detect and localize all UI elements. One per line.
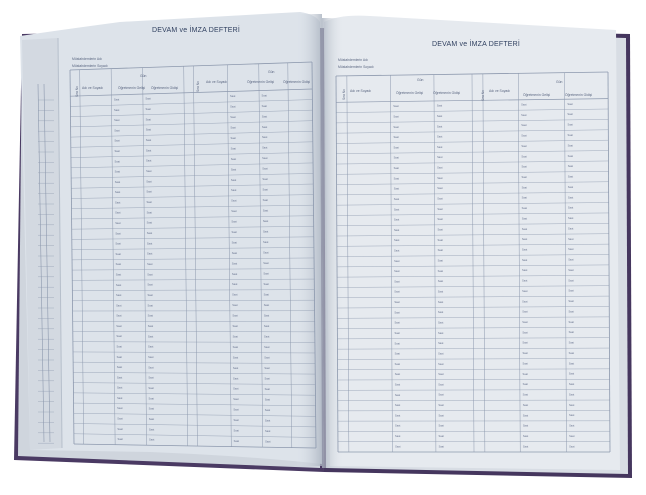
saat-cell-text: Saat <box>523 444 529 448</box>
saat-cell-text: Saat <box>233 408 239 412</box>
saat-cell-text: Saat <box>114 149 120 153</box>
saat-cell-text: Saat <box>148 345 154 349</box>
saat-cell-text: Saat <box>231 209 237 213</box>
saat-cell-text: Saat <box>233 334 239 338</box>
saat-cell-text: Saat <box>523 372 529 376</box>
saat-cell-text: Saat <box>522 237 528 241</box>
saat-cell-text: Saat <box>262 135 268 139</box>
saat-cell-text: Saat <box>394 238 400 242</box>
saat-cell-text: Saat <box>438 289 444 293</box>
saat-cell-text: Saat <box>521 123 527 127</box>
saat-cell-text: Saat <box>263 209 269 213</box>
saat-cell-text: Saat <box>145 97 151 101</box>
saat-cell-text: Saat <box>263 230 269 234</box>
saat-cell-text: Saat <box>394 259 400 263</box>
saat-cell-text: Saat <box>146 128 152 132</box>
saat-cell-text: Saat <box>233 387 239 391</box>
left-col-day-2: Gün <box>268 70 274 74</box>
saat-cell-text: Saat <box>394 187 400 191</box>
saat-cell-text: Saat <box>117 375 123 379</box>
saat-cell-text: Saat <box>437 228 443 232</box>
saat-cell-text: Saat <box>231 188 237 192</box>
saat-cell-text: Saat <box>116 324 122 328</box>
saat-cell-text: Saat <box>231 167 237 171</box>
saat-cell-text: Saat <box>568 258 574 262</box>
saat-cell-text: Saat <box>567 102 573 106</box>
saat-cell-text: Saat <box>116 283 122 287</box>
saat-cell-text: Saat <box>116 303 122 307</box>
saat-cell-text: Saat <box>232 261 238 265</box>
saat-cell-text: Saat <box>394 176 400 180</box>
saat-cell-text: Saat <box>232 240 238 244</box>
saat-cell-text: Saat <box>523 413 529 417</box>
saat-cell-text: Saat <box>263 282 269 286</box>
saat-cell-text: Saat <box>147 262 153 266</box>
saat-cell-text: Saat <box>568 226 574 230</box>
saat-cell-text: Saat <box>438 403 444 407</box>
saat-cell-text: Saat <box>146 190 152 194</box>
saat-cell-text: Saat <box>438 362 444 366</box>
saat-cell-text: Saat <box>117 417 123 421</box>
left-col-name: Adı ve Soyadı <box>82 86 103 90</box>
saat-cell-text: Saat <box>523 382 529 386</box>
right-col-arrival-1: Öğretmenin Gelişi <box>396 91 423 95</box>
saat-cell-text: Saat <box>522 248 528 252</box>
saat-cell-text: Saat <box>115 170 121 174</box>
saat-cell-text: Saat <box>395 434 401 438</box>
saat-cell-text: Saat <box>231 178 237 182</box>
saat-cell-text: Saat <box>438 393 444 397</box>
saat-cell-text: Saat <box>114 108 120 112</box>
saat-cell-text: Saat <box>230 126 236 130</box>
saat-cell-text: Saat <box>116 252 122 256</box>
saat-cell-text: Saat <box>233 397 239 401</box>
saat-cell-text: Saat <box>395 341 401 345</box>
saat-cell-text: Saat <box>439 434 445 438</box>
saat-cell-text: Saat <box>231 230 237 234</box>
left-col-arrival-2: Öğretmenin Gelişi <box>247 80 274 84</box>
saat-cell-text: Saat <box>394 279 400 283</box>
saat-cell-text: Saat <box>568 206 574 210</box>
saat-cell-text: Saat <box>118 437 124 441</box>
right-header-label-1: Müstahdemlerin Adı <box>338 58 368 62</box>
saat-cell-text: Saat <box>115 200 121 204</box>
right-col-arrival-2: Öğretmenin Gelişi <box>523 93 550 97</box>
saat-cell-text: Saat <box>146 148 152 152</box>
saat-cell-text: Saat <box>567 112 573 116</box>
saat-cell-text: Saat <box>393 115 399 119</box>
saat-cell-text: Saat <box>568 185 574 189</box>
saat-cell-text: Saat <box>393 135 399 139</box>
saat-cell-text: Saat <box>264 377 270 381</box>
saat-cell-text: Saat <box>522 351 528 355</box>
saat-cell-text: Saat <box>232 303 238 307</box>
saat-cell-text: Saat <box>230 115 236 119</box>
saat-cell-text: Saat <box>149 438 155 442</box>
saat-cell-text: Saat <box>264 366 270 370</box>
saat-cell-text: Saat <box>569 382 575 386</box>
saat-cell-text: Saat <box>233 376 239 380</box>
saat-cell-text: Saat <box>522 310 528 314</box>
saat-cell-text: Saat <box>521 154 527 158</box>
saat-cell-text: Saat <box>264 335 270 339</box>
saat-cell-text: Saat <box>264 345 270 349</box>
right-col-sira-no-2: Sıra No <box>481 90 485 101</box>
saat-cell-text: Saat <box>147 231 153 235</box>
saat-cell-text: Saat <box>394 249 400 253</box>
saat-cell-text: Saat <box>147 293 153 297</box>
saat-cell-text: Saat <box>568 309 574 313</box>
saat-cell-text: Saat <box>569 361 575 365</box>
saat-cell-text: Saat <box>116 334 122 338</box>
saat-cell-text: Saat <box>265 418 271 422</box>
saat-cell-text: Saat <box>264 303 270 307</box>
saat-cell-text: Saat <box>521 102 527 106</box>
saat-cell-text: Saat <box>116 314 122 318</box>
saat-cell-text: Saat <box>523 393 529 397</box>
saat-cell-text: Saat <box>523 403 529 407</box>
saat-cell-text: Saat <box>148 324 154 328</box>
saat-cell-text: Saat <box>569 351 575 355</box>
saat-cell-text: Saat <box>146 169 152 173</box>
saat-cell-text: Saat <box>438 259 444 263</box>
saat-cell-text: Saat <box>264 324 270 328</box>
left-header-label-1: Müstahdemlerin Adı <box>72 57 102 61</box>
saat-cell-text: Saat <box>114 118 120 122</box>
saat-cell-text: Saat <box>438 382 444 386</box>
saat-cell-text: Saat <box>521 144 527 148</box>
saat-cell-text: Saat <box>522 289 528 293</box>
saat-cell-text: Saat <box>438 248 444 252</box>
saat-cell-text: Saat <box>117 355 123 359</box>
saat-cell-text: Saat <box>522 341 528 345</box>
right-col-name: Adı ve Soyadı <box>350 89 371 93</box>
saat-cell-text: Saat <box>265 439 271 443</box>
saat-cell-text: Saat <box>146 200 152 204</box>
saat-cell-text: Saat <box>438 331 444 335</box>
saat-cell-text: Saat <box>522 361 528 365</box>
saat-cell-text: Saat <box>265 387 271 391</box>
saat-cell-text: Saat <box>234 428 240 432</box>
saat-cell-text: Saat <box>262 167 268 171</box>
saat-cell-text: Saat <box>262 156 268 160</box>
saat-cell-text: Saat <box>148 303 154 307</box>
right-col-departure-2: Öğretmenin Gidişi <box>565 93 592 97</box>
saat-cell-text: Saat <box>568 164 574 168</box>
saat-cell-text: Saat <box>114 128 120 132</box>
saat-cell-text: Saat <box>568 175 574 179</box>
saat-cell-text: Saat <box>115 211 121 215</box>
saat-cell-text: Saat <box>438 269 444 273</box>
saat-cell-text: Saat <box>394 321 400 325</box>
saat-cell-text: Saat <box>439 444 445 448</box>
saat-cell-text: Saat <box>521 134 527 138</box>
saat-cell-text: Saat <box>116 293 122 297</box>
saat-cell-text: Saat <box>117 365 123 369</box>
saat-cell-text: Saat <box>395 362 401 366</box>
saat-cell-text: Saat <box>393 125 399 129</box>
saat-cell-text: Saat <box>437 217 443 221</box>
saat-cell-text: Saat <box>231 220 237 224</box>
saat-cell-text: Saat <box>394 166 400 170</box>
saat-cell-text: Saat <box>232 251 238 255</box>
saat-cell-text: Saat <box>568 268 574 272</box>
saat-cell-text: Saat <box>522 299 528 303</box>
saat-cell-text: Saat <box>116 262 122 266</box>
saat-cell-text: Saat <box>569 424 575 428</box>
saat-cell-text: Saat <box>437 207 443 211</box>
saat-cell-text: Saat <box>522 330 528 334</box>
saat-cell-text: Saat <box>148 355 154 359</box>
saat-cell-text: Saat <box>233 366 239 370</box>
saat-cell-text: Saat <box>437 155 443 159</box>
saat-cell-text: Saat <box>437 186 443 190</box>
saat-cell-text: Saat <box>568 247 574 251</box>
saat-cell-text: Saat <box>115 180 121 184</box>
saat-cell-text: Saat <box>233 345 239 349</box>
saat-cell-text: Saat <box>569 372 575 376</box>
saat-cell-text: Saat <box>262 93 268 97</box>
saat-cell-text: Saat <box>569 403 575 407</box>
saat-cell-text: Saat <box>437 135 443 139</box>
right-col-day-1: Gün <box>417 78 423 82</box>
saat-cell-text: Saat <box>569 392 575 396</box>
saat-cell-text: Saat <box>568 154 574 158</box>
saat-cell-text: Saat <box>395 403 401 407</box>
saat-cell-text: Saat <box>115 221 121 225</box>
saat-cell-text: Saat <box>568 216 574 220</box>
saat-cell-text: Saat <box>394 145 400 149</box>
saat-cell-text: Saat <box>148 376 154 380</box>
right-col-day-2: Gün <box>556 80 562 84</box>
saat-cell-text: Saat <box>437 124 443 128</box>
saat-cell-text: Saat <box>395 424 401 428</box>
saat-cell-text: Saat <box>522 206 528 210</box>
saat-cell-text: Saat <box>231 157 237 161</box>
left-col-departure-2: Öğretmenin Gidişi <box>283 80 310 84</box>
right-col-sira-no: Sıra No <box>342 89 346 100</box>
saat-cell-text: Saat <box>263 240 269 244</box>
saat-cell-text: Saat <box>115 190 121 194</box>
saat-cell-text: Saat <box>568 237 574 241</box>
saat-cell-text: Saat <box>437 166 443 170</box>
saat-cell-text: Saat <box>116 272 122 276</box>
saat-cell-text: Saat <box>437 176 443 180</box>
saat-cell-text: Saat <box>438 341 444 345</box>
saat-cell-text: Saat <box>115 159 121 163</box>
saat-cell-text: Saat <box>147 272 153 276</box>
saat-cell-text: Saat <box>230 105 236 109</box>
saat-cell-text: Saat <box>439 424 445 428</box>
saat-cell-text: Saat <box>521 165 527 169</box>
saat-cell-text: Saat <box>117 406 123 410</box>
saat-cell-text: Saat <box>233 355 239 359</box>
saat-cell-text: Saat <box>395 444 401 448</box>
saat-cell-text: Saat <box>145 107 151 111</box>
saat-cell-text: Saat <box>232 272 238 276</box>
saat-cell-text: Saat <box>522 216 528 220</box>
left-page <box>20 12 322 464</box>
saat-cell-text: Saat <box>149 396 155 400</box>
saat-cell-text: Saat <box>231 146 237 150</box>
right-col-name-2: Adı ve Soyadı <box>489 89 510 93</box>
saat-cell-text: Saat <box>438 413 444 417</box>
saat-cell-text: Saat <box>146 117 152 121</box>
saat-cell-text: Saat <box>568 289 574 293</box>
saat-cell-text: Saat <box>263 251 269 255</box>
saat-cell-text: Saat <box>265 397 271 401</box>
saat-cell-text: Saat <box>438 351 444 355</box>
saat-cell-text: Saat <box>230 136 236 140</box>
saat-cell-text: Saat <box>522 185 528 189</box>
saat-cell-text: Saat <box>117 396 123 400</box>
saat-cell-text: Saat <box>147 221 153 225</box>
saat-cell-text: Saat <box>437 197 443 201</box>
saat-cell-text: Saat <box>522 320 528 324</box>
saat-cell-text: Saat <box>569 444 575 448</box>
saat-cell-text: Saat <box>395 352 401 356</box>
saat-cell-text: Saat <box>393 104 399 108</box>
saat-cell-text: Saat <box>262 177 268 181</box>
saat-cell-text: Saat <box>265 408 271 412</box>
saat-cell-text: Saat <box>149 427 155 431</box>
saat-cell-text: Saat <box>264 314 270 318</box>
saat-cell-text: Saat <box>265 429 271 433</box>
saat-cell-text: Saat <box>148 334 154 338</box>
saat-cell-text: Saat <box>438 310 444 314</box>
saat-cell-text: Saat <box>395 413 401 417</box>
saat-cell-text: Saat <box>394 228 400 232</box>
saat-cell-text: Saat <box>569 320 575 324</box>
saat-cell-text: Saat <box>438 238 444 242</box>
saat-cell-text: Saat <box>568 299 574 303</box>
saat-cell-text: Saat <box>147 252 153 256</box>
saat-cell-text: Saat <box>262 114 268 118</box>
left-col-name-2: Adı ve Soyadı <box>206 80 227 84</box>
saat-cell-text: Saat <box>568 278 574 282</box>
saat-cell-text: Saat <box>438 279 444 283</box>
saat-cell-text: Saat <box>438 372 444 376</box>
saat-cell-text: Saat <box>115 242 121 246</box>
saat-cell-text: Saat <box>522 268 528 272</box>
saat-cell-text: Saat <box>568 195 574 199</box>
right-col-departure-1: Öğretmenin Gidişi <box>433 91 460 95</box>
right-header-label-2: Müstahdemlerin Soyadı <box>338 65 374 69</box>
saat-cell-text: Saat <box>232 314 238 318</box>
left-col-sira-no-2: Sıra No <box>196 81 200 92</box>
left-col-day-1: Gün <box>140 74 146 78</box>
saat-cell-text: Saat <box>522 258 528 262</box>
saat-cell-text: Saat <box>522 196 528 200</box>
saat-cell-text: Saat <box>568 143 574 147</box>
saat-cell-text: Saat <box>234 439 240 443</box>
saat-cell-text: Saat <box>522 175 528 179</box>
saat-cell-text: Saat <box>264 293 270 297</box>
saat-cell-text: Saat <box>394 218 400 222</box>
saat-cell-text: Saat <box>232 324 238 328</box>
saat-cell-text: Saat <box>148 365 154 369</box>
saat-cell-text: Saat <box>262 125 268 129</box>
saat-cell-text: Saat <box>263 272 269 276</box>
saat-cell-text: Saat <box>115 231 121 235</box>
saat-cell-text: Saat <box>394 300 400 304</box>
saat-cell-text: Saat <box>394 290 400 294</box>
saat-cell-text: Saat <box>394 207 400 211</box>
saat-cell-text: Saat <box>523 434 529 438</box>
saat-cell-text: Saat <box>149 417 155 421</box>
saat-cell-text: Saat <box>148 314 154 318</box>
left-header-label-2: Müstahdemlerin Soyadı <box>72 64 108 68</box>
saat-cell-text: Saat <box>233 418 239 422</box>
left-page-title: DEVAM ve İMZA DEFTERİ <box>152 27 240 34</box>
saat-cell-text: Saat <box>114 98 120 102</box>
saat-cell-text: Saat <box>438 320 444 324</box>
right-page-title: DEVAM ve İMZA DEFTERİ <box>432 41 520 48</box>
saat-cell-text: Saat <box>569 434 575 438</box>
saat-cell-text: Saat <box>395 393 401 397</box>
saat-cell-text: Saat <box>146 138 152 142</box>
saat-cell-text: Saat <box>117 427 123 431</box>
saat-cell-text: Saat <box>232 282 238 286</box>
saat-cell-text: Saat <box>147 210 153 214</box>
saat-cell-text: Saat <box>117 344 123 348</box>
saat-cell-text: Saat <box>146 179 152 183</box>
saat-cell-text: Saat <box>263 198 269 202</box>
saat-cell-text: Saat <box>394 197 400 201</box>
saat-cell-text: Saat <box>148 386 154 390</box>
saat-cell-text: Saat <box>263 188 269 192</box>
saat-cell-text: Saat <box>230 94 236 98</box>
left-col-departure-1: Öğretmenin Gidişi <box>151 86 178 90</box>
saat-cell-text: Saat <box>522 227 528 231</box>
saat-cell-text: Saat <box>147 283 153 287</box>
saat-cell-text: Saat <box>394 269 400 273</box>
saat-cell-text: Saat <box>438 300 444 304</box>
saat-cell-text: Saat <box>395 383 401 387</box>
saat-cell-text: Saat <box>117 386 123 390</box>
saat-cell-text: Saat <box>394 156 400 160</box>
saat-cell-text: Saat <box>231 199 237 203</box>
saat-cell-text: Saat <box>263 261 269 265</box>
left-col-sira-no: Sıra No <box>75 86 79 97</box>
saat-cell-text: Saat <box>437 114 443 118</box>
saat-cell-text: Saat <box>394 310 400 314</box>
saat-cell-text: Saat <box>437 104 443 108</box>
saat-cell-text: Saat <box>146 159 152 163</box>
saat-cell-text: Saat <box>395 372 401 376</box>
saat-cell-text: Saat <box>522 279 528 283</box>
saat-cell-text: Saat <box>262 104 268 108</box>
saat-cell-text: Saat <box>147 241 153 245</box>
saat-cell-text: Saat <box>523 424 529 428</box>
saat-cell-text: Saat <box>263 219 269 223</box>
saat-cell-text: Saat <box>394 331 400 335</box>
saat-cell-text: Saat <box>114 139 120 143</box>
saat-cell-text: Saat <box>521 113 527 117</box>
saat-cell-text: Saat <box>568 133 574 137</box>
saat-cell-text: Saat <box>262 146 268 150</box>
saat-cell-text: Saat <box>569 413 575 417</box>
saat-cell-text: Saat <box>232 293 238 297</box>
left-col-arrival-1: Öğretmenin Gelişi <box>118 86 145 90</box>
saat-cell-text: Saat <box>569 330 575 334</box>
saat-cell-text: Saat <box>149 407 155 411</box>
saat-cell-text: Saat <box>569 341 575 345</box>
saat-cell-text: Saat <box>437 145 443 149</box>
saat-cell-text: Saat <box>567 123 573 127</box>
saat-cell-text: Saat <box>264 356 270 360</box>
